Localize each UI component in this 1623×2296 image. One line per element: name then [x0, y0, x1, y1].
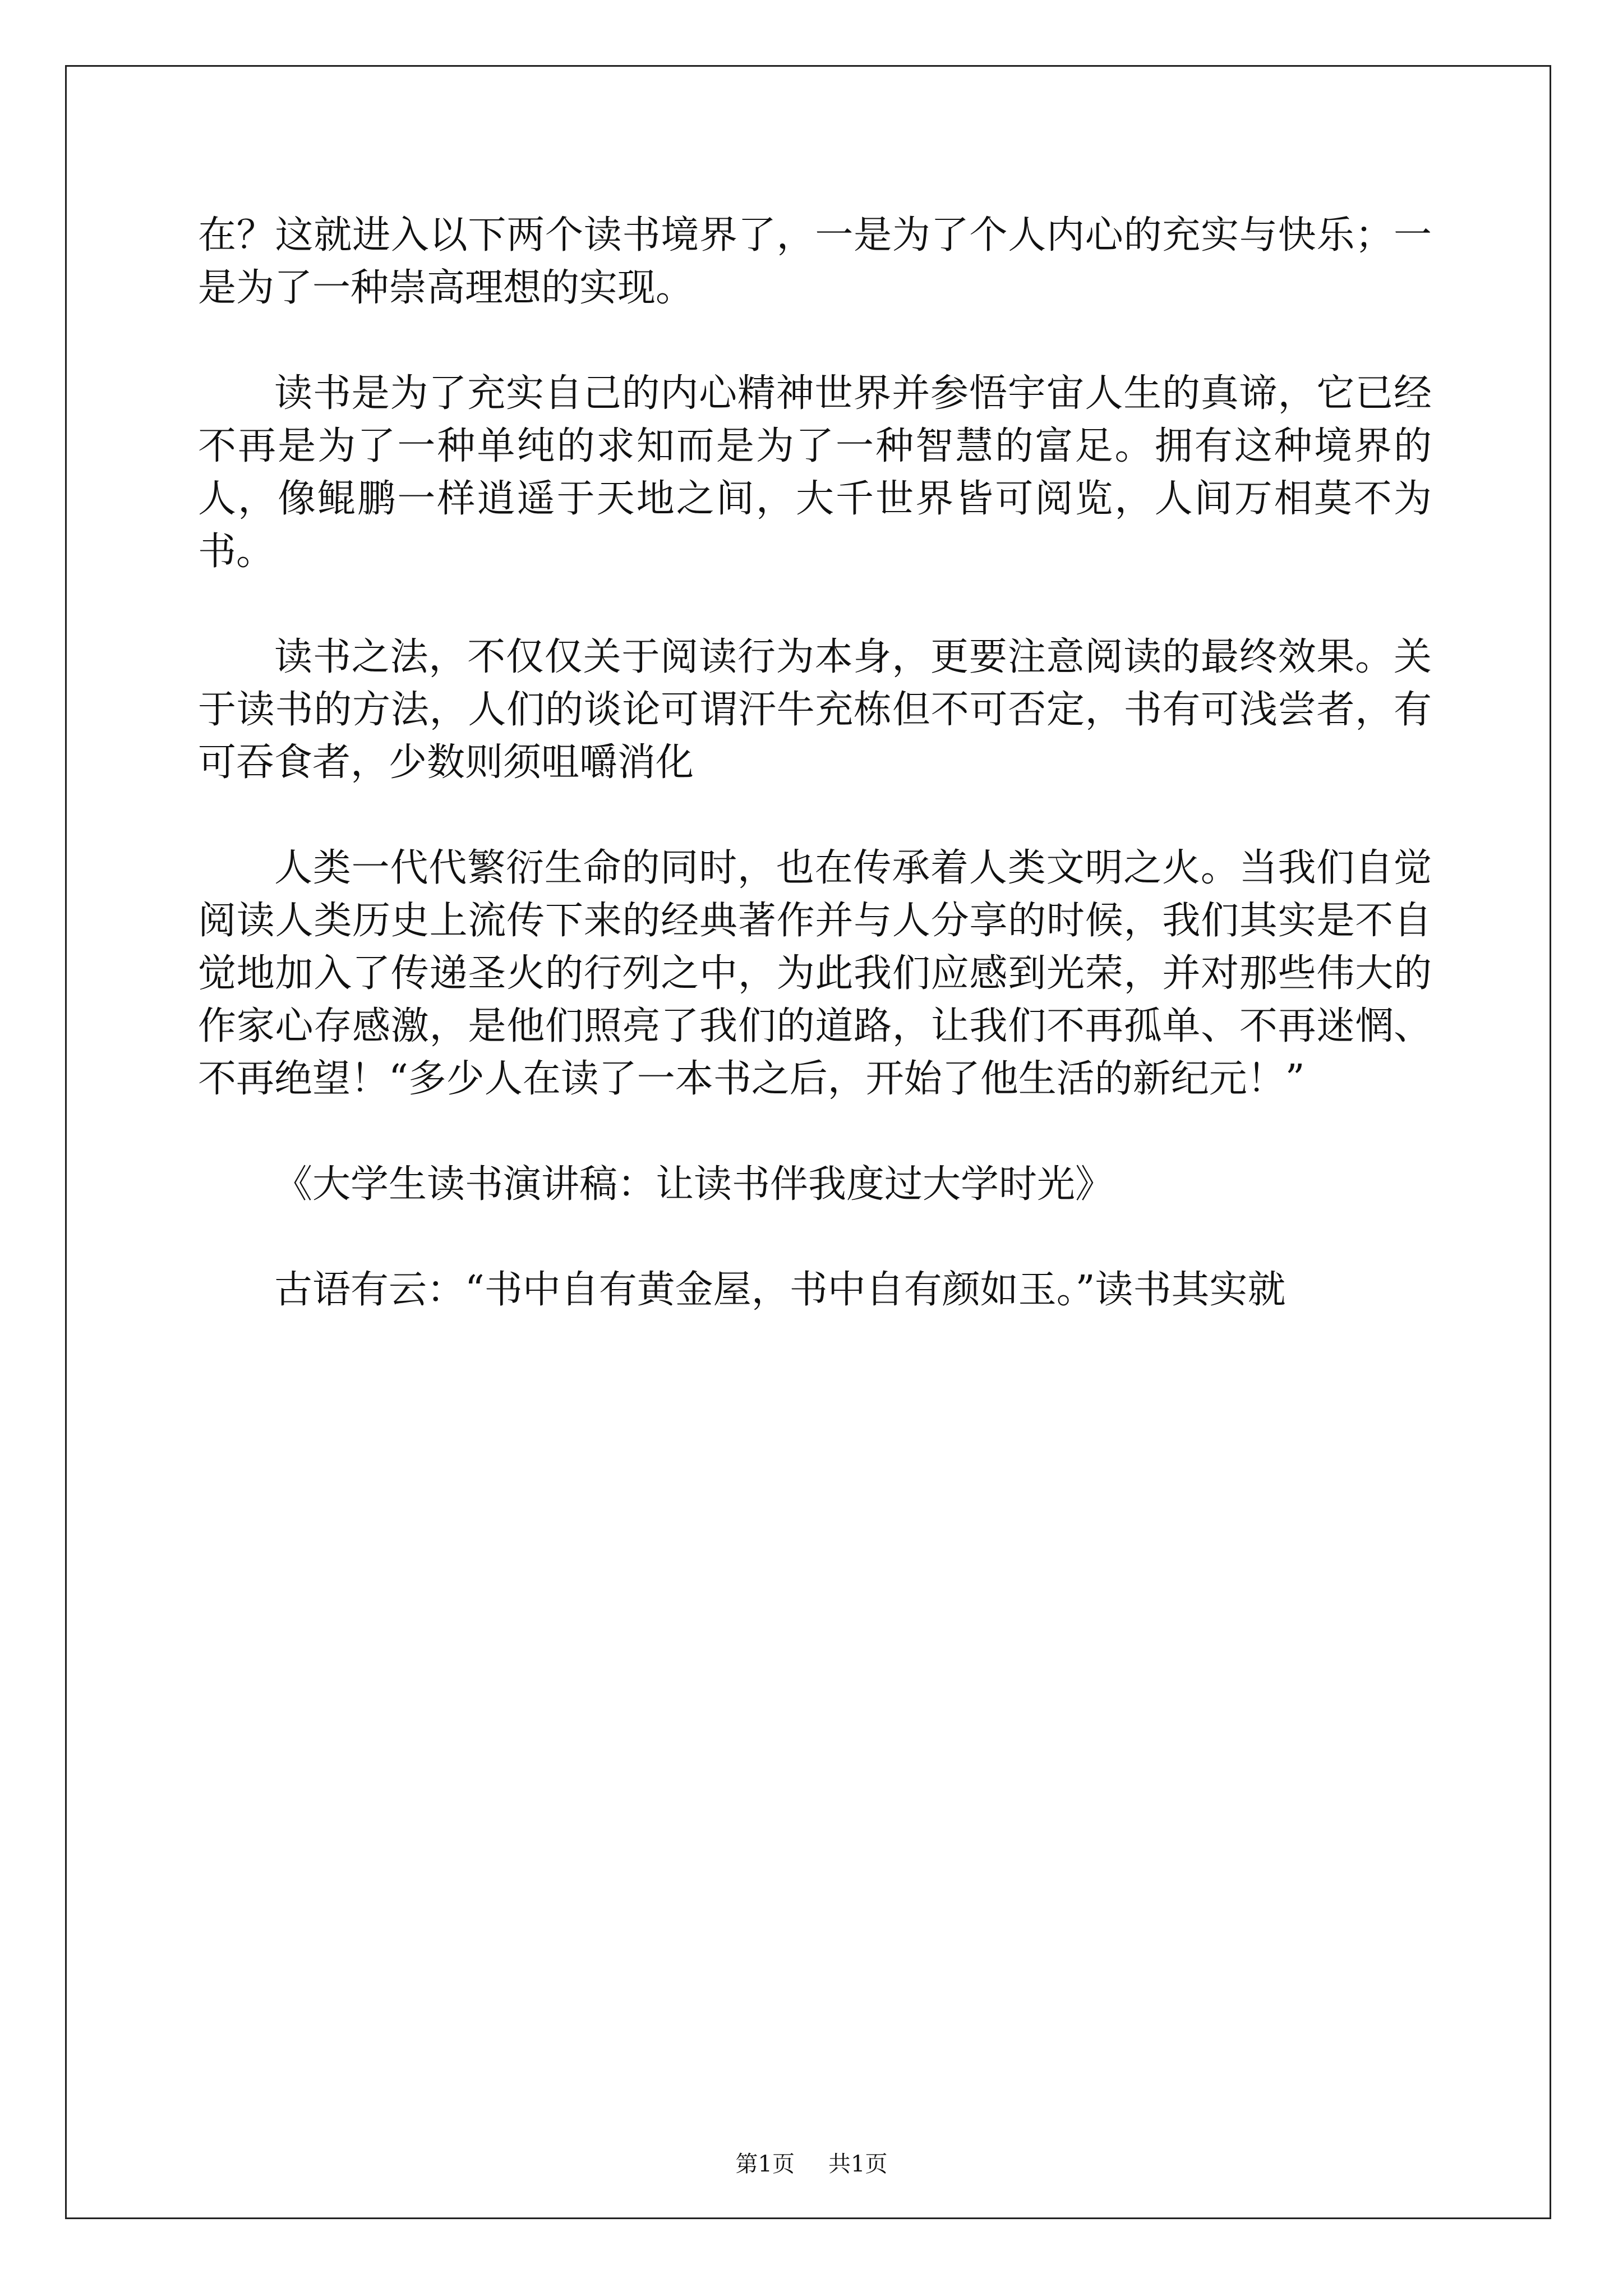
document-body — [198, 209, 1432, 1369]
paragraph: 在？这就进入以下两个读书境界了，一是为了个人内心的充实与快乐；一是为了一种崇高理想的实现。 — [198, 213, 1432, 310]
paragraph: 读书之法，不仅仅关于阅读行为本身，更要注意阅读的最终效果。关于读书的方法，人们的谈论可谓汗牛充栋但不可否定，书有可浅尝者，有可吞食者，少数则须咀嚼消化 — [198, 635, 1432, 785]
paragraph: 人类一代代繁衍生命的同时，也在传承着人类文明之火。当我们自觉阅读人类历史上流传下来的经典著作并与人分享的时候，我们其实是不自觉地加入了传递圣火的行列之中，为此我们应感到光荣，并对那些伟大的作家心存感激，是他们照亮了我们的道路，让我们不再孤单、不再迷惘、不再绝望！“多少人在读了一本书之后，开始了他生活的新纪元！” — [198, 846, 1432, 1101]
page-number: 第1页 — [735, 2151, 795, 2177]
paragraph: 读书是为了充实自己的内心精神世界并参悟宇宙人生的真谛，它已经不再是为了一种单纯的求知而是为了一种智慧的富足。拥有这种境界的人，像鲲鹏一样逍遥于天地之间，大千世界皆可阅览，人间万相莫不为书。 — [198, 371, 1432, 574]
page-footer — [0, 2146, 1623, 2178]
paragraph: 古语有云：“书中自有黄金屋，书中自有颜如玉。”读书其实就 — [274, 1268, 1286, 1312]
page-total: 共1页 — [828, 2151, 888, 2177]
book-title-line: 《大学生读书演讲稿：让读书伴我度过大学时光》 — [274, 1162, 1114, 1207]
